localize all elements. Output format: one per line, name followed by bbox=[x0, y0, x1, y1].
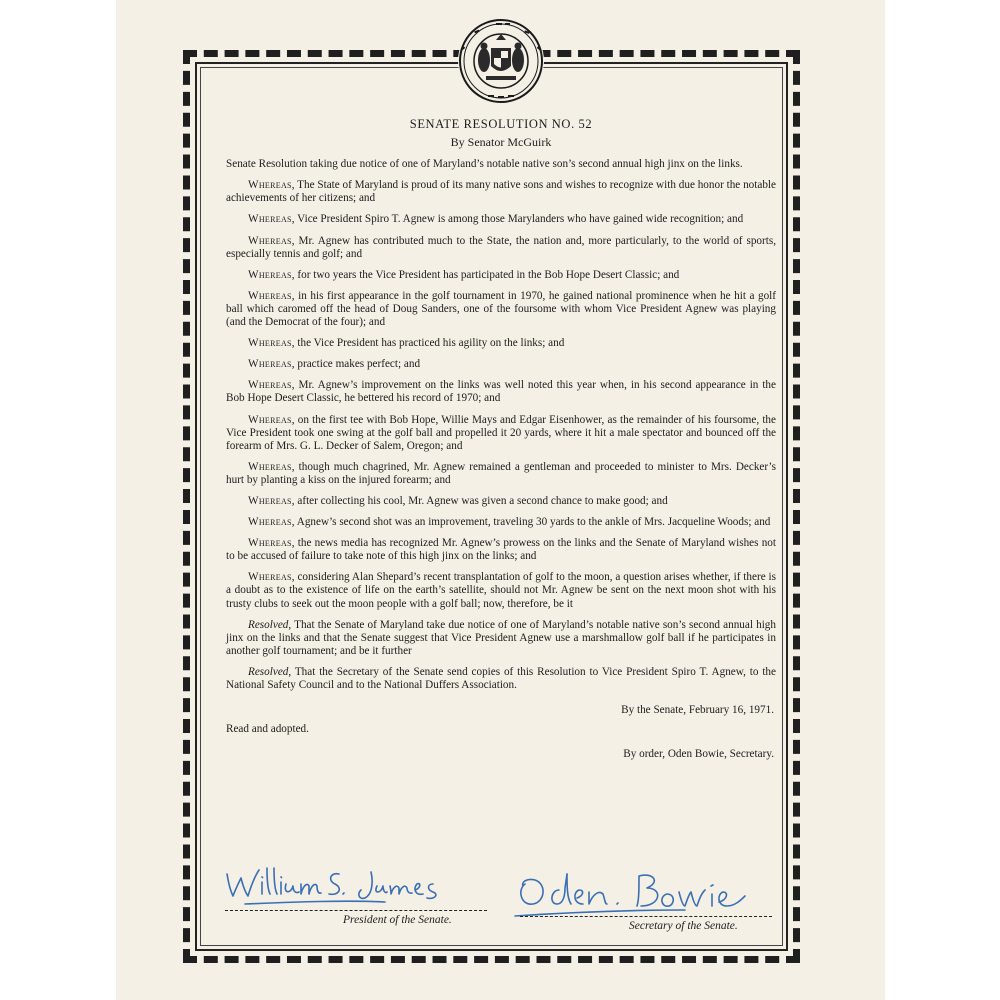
resolved-keyword: Resolved bbox=[248, 618, 289, 631]
whereas-text: , Vice President Spiro T. Agnew is among those Marylanders who have gained wide recognition; and bbox=[291, 213, 744, 226]
whereas-clause bbox=[226, 337, 776, 350]
signature-block bbox=[215, 860, 775, 940]
resolved-clauses bbox=[226, 619, 776, 692]
whereas-clause bbox=[226, 235, 776, 261]
resolved-clause bbox=[226, 666, 776, 692]
whereas-text: , on the first tee with Bob Hope, Willie Mays and Edgar Eisenhower, as the remainder of his foursome, the Vice President took one swing at the golf ball and propelled it 20 yards, where it hit a male spectator and bounced off the forearm of Mrs. G. L. Decker of Salem, Oregon; and bbox=[226, 413, 776, 452]
read-and-adopted: Read and adopted. bbox=[226, 723, 309, 736]
president-signature-label: President of the Senate. bbox=[343, 914, 452, 926]
resolved-clause bbox=[226, 619, 776, 658]
whereas-keyword: Whereas bbox=[248, 358, 292, 371]
whereas-keyword: Whereas bbox=[248, 413, 292, 426]
whereas-keyword: Whereas bbox=[248, 213, 292, 226]
signature-william-s-james bbox=[227, 868, 436, 904]
whereas-clauses bbox=[226, 179, 776, 610]
whereas-clause bbox=[226, 213, 776, 226]
whereas-keyword: Whereas bbox=[248, 379, 292, 392]
president-signature-line bbox=[225, 910, 487, 911]
whereas-text: , though much chagrined, Mr. Agnew remained a gentleman and proceeded to minister to Mrs. Decker’s hurt by planting a kiss on the injured forearm; and bbox=[226, 460, 776, 486]
whereas-clause bbox=[226, 269, 776, 282]
whereas-text: , Agnew’s second shot was an improvement, traveling 30 yards to the ankle of Mrs. Jacqueline Woods; and bbox=[291, 516, 771, 529]
whereas-text: , in his first appearance in the golf tournament in 1970, he gained national prominence when he hit a golf ball which caromed off the head of Doug Sanders, one of the foursome with whom Vice President Agnew was playing (and the Democrat of the four); and bbox=[226, 289, 776, 329]
whereas-keyword: Whereas bbox=[248, 289, 292, 302]
whereas-text: , Mr. Agnew has contributed much to the State, the nation and, more particularly, to the world of sports, especially tennis and golf; and bbox=[226, 234, 776, 260]
whereas-keyword: Whereas bbox=[248, 268, 292, 281]
whereas-text: , practice makes perfect; and bbox=[291, 358, 421, 371]
whereas-keyword: Whereas bbox=[248, 494, 292, 507]
whereas-clause bbox=[226, 179, 776, 205]
whereas-clause bbox=[226, 495, 776, 508]
whereas-keyword: Whereas bbox=[248, 460, 292, 473]
whereas-clause bbox=[226, 290, 776, 329]
date-line: By the Senate, February 16, 1971. bbox=[621, 704, 774, 717]
whereas-clause bbox=[226, 516, 776, 529]
resolution-intro: Senate Resolution taking due notice of one of Maryland’s notable native son’s second annual high jinx on the links. bbox=[226, 158, 743, 171]
whereas-text: , considering Alan Shepard’s recent transplantation of golf to the moon, a question arises whether, if there is a doubt as to the existence of life on the earth’s satellite, should not Mr. Agnew be sent on the next moon shot with his trusty clubs to seek out the moon people with a golf ball; now, therefore, be it bbox=[226, 571, 776, 610]
secretary-signature-label: Secretary of the Senate. bbox=[629, 920, 738, 932]
whereas-text: , the Vice President has practiced his agility on the links; and bbox=[291, 337, 565, 350]
whereas-keyword: Whereas bbox=[248, 179, 292, 192]
whereas-keyword: Whereas bbox=[248, 337, 292, 350]
whereas-text: , The State of Maryland is proud of its many native sons and wishes to recognize with due honor the notable achievements of her citizens; and bbox=[226, 179, 776, 205]
whereas-clause bbox=[226, 414, 776, 453]
resolution-byline: By Senator McGuirk bbox=[450, 135, 552, 150]
whereas-clause bbox=[226, 571, 776, 610]
whereas-clause bbox=[226, 379, 776, 405]
whereas-keyword: Whereas bbox=[248, 571, 292, 584]
whereas-clause bbox=[226, 461, 776, 487]
whereas-keyword: Whereas bbox=[248, 516, 292, 529]
whereas-text: , Mr. Agnew’s improvement on the links was well noted this year when, in his second appearance in the Bob Hope Desert Classic, he bettered his record of 1970; and bbox=[226, 379, 776, 405]
resolution-body bbox=[226, 114, 776, 761]
whereas-clause bbox=[226, 537, 776, 563]
resolved-keyword: Resolved bbox=[248, 665, 289, 678]
resolution-title: SENATE RESOLUTION NO. 52 bbox=[409, 117, 593, 131]
whereas-keyword: Whereas bbox=[248, 537, 292, 550]
maryland-state-seal-icon bbox=[458, 18, 544, 104]
whereas-text: , the news media has recognized Mr. Agnew’s prowess on the links and the Senate of Maryland wishes not to be accused of failure to take note of this high jinx on the links; and bbox=[226, 537, 776, 563]
whereas-clause bbox=[226, 358, 776, 371]
signature-oden-bowie bbox=[515, 874, 745, 916]
whereas-keyword: Whereas bbox=[248, 234, 292, 247]
whereas-text: , for two years the Vice President has participated in the Bob Hope Desert Classic; and bbox=[291, 268, 680, 281]
resolved-text: , That the Senate of Maryland take due notice of one of Maryland’s notable native son’s second annual high jinx on the links and that the Senate suggest that Vice President Agnew use a marshmallow golf ball if he participates in another golf tournament; and be it further bbox=[226, 618, 776, 657]
order-line: By order, Oden Bowie, Secretary. bbox=[623, 748, 774, 761]
whereas-text: , after collecting his cool, Mr. Agnew was given a second chance to make good; and bbox=[291, 494, 668, 507]
resolved-text: , That the Secretary of the Senate send copies of this Resolution to Vice President Spiro T. Agnew, to the National Safety Council and to the National Duffers Association. bbox=[226, 665, 776, 691]
secretary-signature-line bbox=[520, 916, 772, 917]
